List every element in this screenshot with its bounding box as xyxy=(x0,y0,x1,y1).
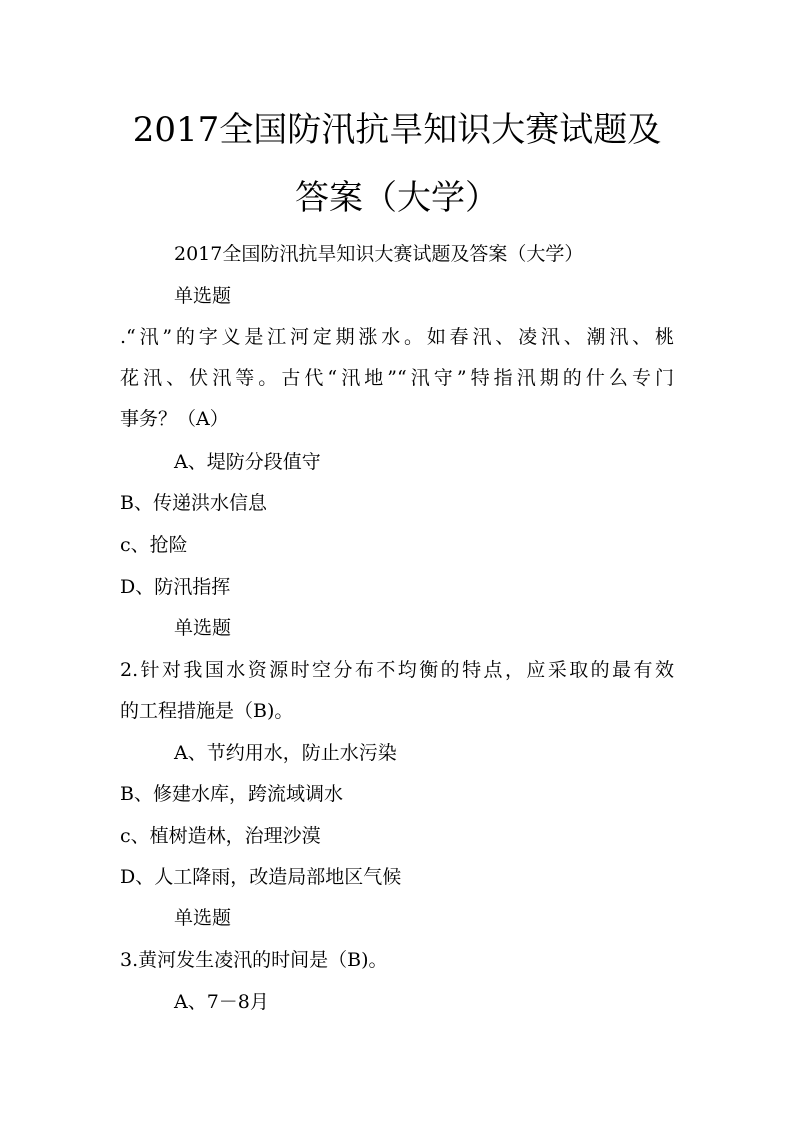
document-title xyxy=(120,96,674,232)
question-type-label: 单选题 xyxy=(174,617,232,639)
question-text-line: 花汛、伏汛等。古代“汛地”“汛守”特指汛期的什么专门 xyxy=(120,367,674,389)
option-c: c、植树造林，治理沙漠 xyxy=(120,825,321,847)
option-d: D、防汛指挥 xyxy=(120,576,231,598)
title-line-1: 2017全国防汛抗旱知识大赛试题及 xyxy=(132,110,662,150)
question-type-label: 单选题 xyxy=(174,285,232,307)
question-text-line: 的工程措施是（B)。 xyxy=(120,700,294,722)
option-c: c、抢险 xyxy=(120,534,188,556)
question-text-line: .“汛”的字义是江河定期涨水。如春汛、凌汛、潮汛、桃 xyxy=(120,326,674,348)
option-a: A、节约用水，防止水污染 xyxy=(174,742,397,764)
option-a: A、7－8月 xyxy=(174,991,269,1013)
question-text-line: 3.黄河发生凌汛的时间是（B)。 xyxy=(120,949,388,971)
option-a: A、堤防分段值守 xyxy=(174,451,321,473)
option-b: B、传递洪水信息 xyxy=(120,492,267,514)
subtitle: 2017全国防汛抗旱知识大赛试题及答案（大学） xyxy=(174,243,584,265)
title-line-2: 答案（大学） xyxy=(295,178,499,218)
question-text-line: 事务？（A） xyxy=(120,408,229,430)
question-type-label: 单选题 xyxy=(174,907,232,929)
option-b: B、修建水库，跨流域调水 xyxy=(120,783,343,805)
option-d: D、人工降雨，改造局部地区气候 xyxy=(120,866,402,888)
question-text-line: 2.针对我国水资源时空分布不均衡的特点，应采取的最有效 xyxy=(120,659,674,681)
